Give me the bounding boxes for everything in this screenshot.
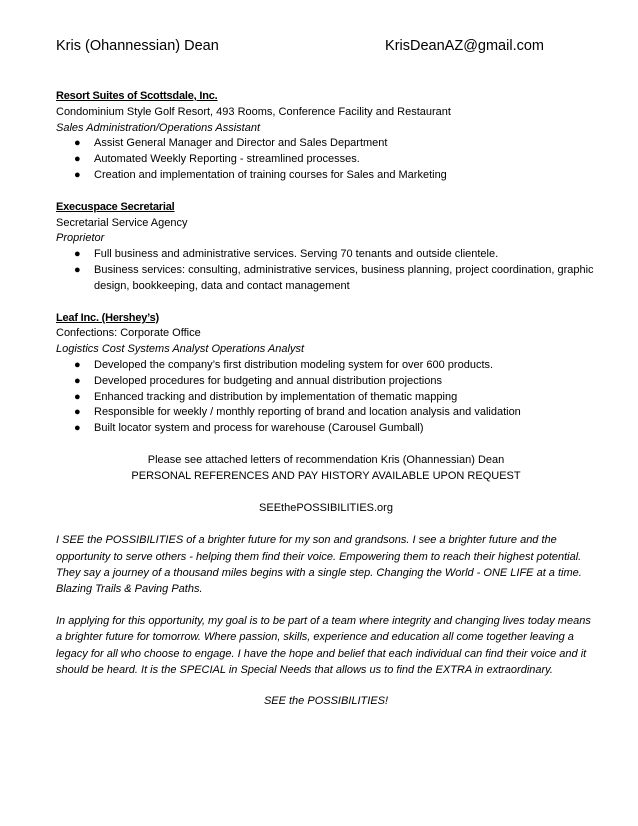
job-bullets (56, 136, 596, 183)
list-item: ● Business services: consulting, administrative services, business planning, project coordination, graphic design, bookkeeping, data and contact management (74, 263, 594, 292)
company-description: Confections: Corporate Office (56, 327, 201, 340)
company-description: Condominium Style Golf Resort, 493 Rooms, Conference Facility and Restaurant (56, 105, 451, 118)
list-item: ● Developed the company’s first distribution modeling system for over 600 products. (56, 358, 596, 374)
applicant-email: KrisDeanAZ@gmail.com (385, 38, 544, 54)
job-bullets (56, 358, 596, 437)
list-item: ● Developed procedures for budgeting and annual distribution projections (56, 374, 596, 390)
list-item: ● Assist General Manager and Director and Sales Department (56, 136, 596, 152)
bullet-icon: ● (74, 374, 81, 387)
list-item: ● Creation and implementation of training courses for Sales and Marketing (56, 168, 596, 184)
bullet-icon: ● (74, 153, 81, 166)
bullet-icon: ● (74, 137, 81, 150)
job-title: Sales Administration/Operations Assistant (56, 121, 260, 134)
website: SEEthePOSSIBILITIES.org (259, 501, 393, 514)
bullet-icon: ● (74, 248, 81, 261)
job-section (56, 311, 596, 437)
closing-line: SEE the POSSIBILITIES! (263, 694, 389, 707)
company-name: Leaf Inc. (Hershey’s) (56, 311, 159, 324)
company-description: Secretarial Service Agency (56, 216, 188, 229)
company-name: Execuspace Secretarial (56, 200, 175, 213)
references-note: Please see attached letters of recommendation Kris (Ohannessian) Dean (147, 453, 505, 466)
bullet-icon: ● (74, 390, 81, 403)
vision-paragraph: I SEE the POSSIBILITIES of a brighter future for my son and grandsons. I see a brighter future and the opportunity to serve others - helping them find their voice. Empowering them to reach their highest potential. They say a journey of a thousand miles begins with a single step. Changing the World - ONE LIFE at a time. Blazing Trails & Paving Paths. (56, 534, 582, 595)
list-item: ● Full business and administrative services. Serving 70 tenants and outside clientele. (56, 247, 596, 263)
list-item: ● Automated Weekly Reporting - streamlined processes. (56, 152, 596, 168)
bullet-icon: ● (74, 358, 81, 371)
job-title: Proprietor (56, 232, 105, 245)
goal-paragraph: In applying for this opportunity, my goal is to be part of a team where integrity and changing lives today means a brighter future for tomorrow. Where passion, skills, experience and education all come together leaving a legacy for all who choose to engage. I have the hope and belief that each individual can find their voice and it should be heard. It is the SPECIAL in Special Needs that allows us to find the EXTRA in extraordinary. (56, 615, 591, 676)
bullet-icon: ● (74, 168, 81, 181)
references-request: PERSONAL REFERENCES AND PAY HISTORY AVAILABLE UPON REQUEST (131, 469, 521, 482)
applicant-name: Kris (Ohannessian) Dean (56, 38, 219, 54)
job-title: Logistics Cost Systems Analyst Operations Analyst (56, 343, 305, 356)
job-section (56, 89, 596, 184)
list-item: ● Responsible for weekly / monthly reporting of brand and location analysis and validation (56, 405, 596, 421)
job-section (56, 200, 596, 295)
bullet-icon: ● (74, 263, 81, 276)
header (56, 38, 596, 54)
company-name: Resort Suites of Scottsdale, Inc. (56, 90, 218, 102)
job-bullets (56, 247, 596, 294)
resume-body (56, 89, 596, 710)
bullet-icon: ● (74, 406, 81, 419)
bullet-icon: ● (74, 422, 81, 435)
list-item: ● Enhanced tracking and distribution by implementation of thematic mapping (56, 390, 596, 406)
list-item: ● Built locator system and process for warehouse (Carousel Gumball) (56, 421, 596, 437)
